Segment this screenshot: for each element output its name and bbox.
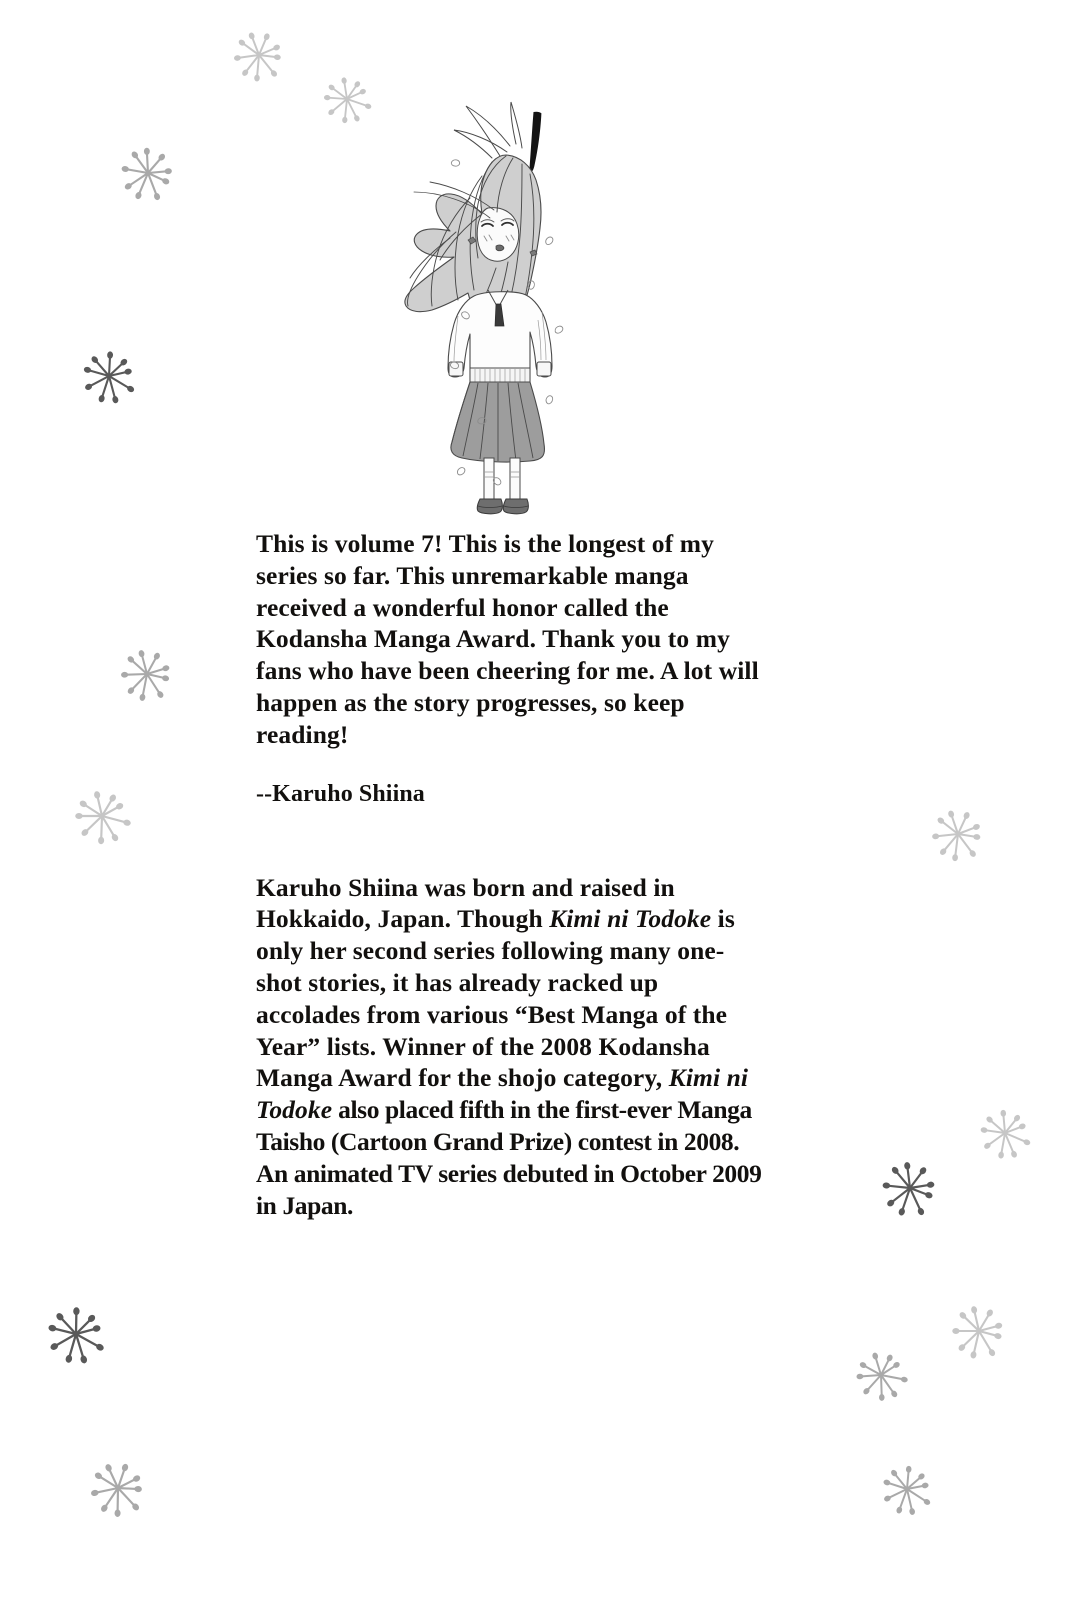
snowflake-right-mid-1 [924,800,992,868]
snowflake-top-left-2 [316,68,378,130]
snowflake-bottom-right-2 [848,1342,914,1408]
sweater [448,290,552,383]
bio-text-part-3: also placed fifth in the first-ever Manga Taisho (Cartoon Grand Prize) contest in 2008. An animated TV series debuted in October 2009 in Japan. [256,1095,762,1220]
legs-and-shoes [477,458,528,514]
snowflake-upper-left [113,138,183,208]
girl-illustration [370,100,630,520]
mouth [496,245,504,251]
text-block [256,528,768,1221]
right-cuff [537,362,551,376]
author-bio-paragraph [256,872,768,1222]
snowflake-right-mid-3 [874,1152,946,1224]
snowflake-left-mid-1 [113,640,181,708]
snowflake-bottom-right-1 [944,1296,1014,1366]
bio-text-part-2: is only her second series following many one-shot stories, it has already racked up accolades from various “Best Manga of the Year” lists. Winner of the 2008 Kodansha Manga Award for the shojo category, [256,904,735,1093]
snowflake-right-mid-2 [972,1100,1038,1166]
series-title-first-mention: Kimi ni Todoke [549,904,712,934]
snowflake-left-mid-2 [66,780,138,852]
author-signature: --Karuho Shiina [256,780,425,807]
snowflake-top-left-1 [226,22,292,88]
series-title-second-mention: Kimi ni Todoke [256,1063,749,1125]
snowflake-bottom-left-2 [82,1452,154,1524]
author-note-paragraph: This is volume 7! This is the longest of my series so far. This unremarkable manga received a wonderful honor called the Kodansha Manga Award. Thank you to my fans who have been cheering for me. A lot will happen as the story progresses, so keep reading! [256,529,759,749]
snowflake-bottom-right-3 [874,1456,940,1522]
bio-text-part-1: Karuho Shiina was born and raised in Hokkaido, Japan. Though [256,872,675,934]
right-shoe [503,499,528,514]
left-shoe [477,499,502,514]
snowflake-bottom-left-1 [38,1296,114,1372]
face [477,208,519,262]
pleated-skirt [451,382,545,462]
snowflake-mid-left-dark [74,341,144,411]
